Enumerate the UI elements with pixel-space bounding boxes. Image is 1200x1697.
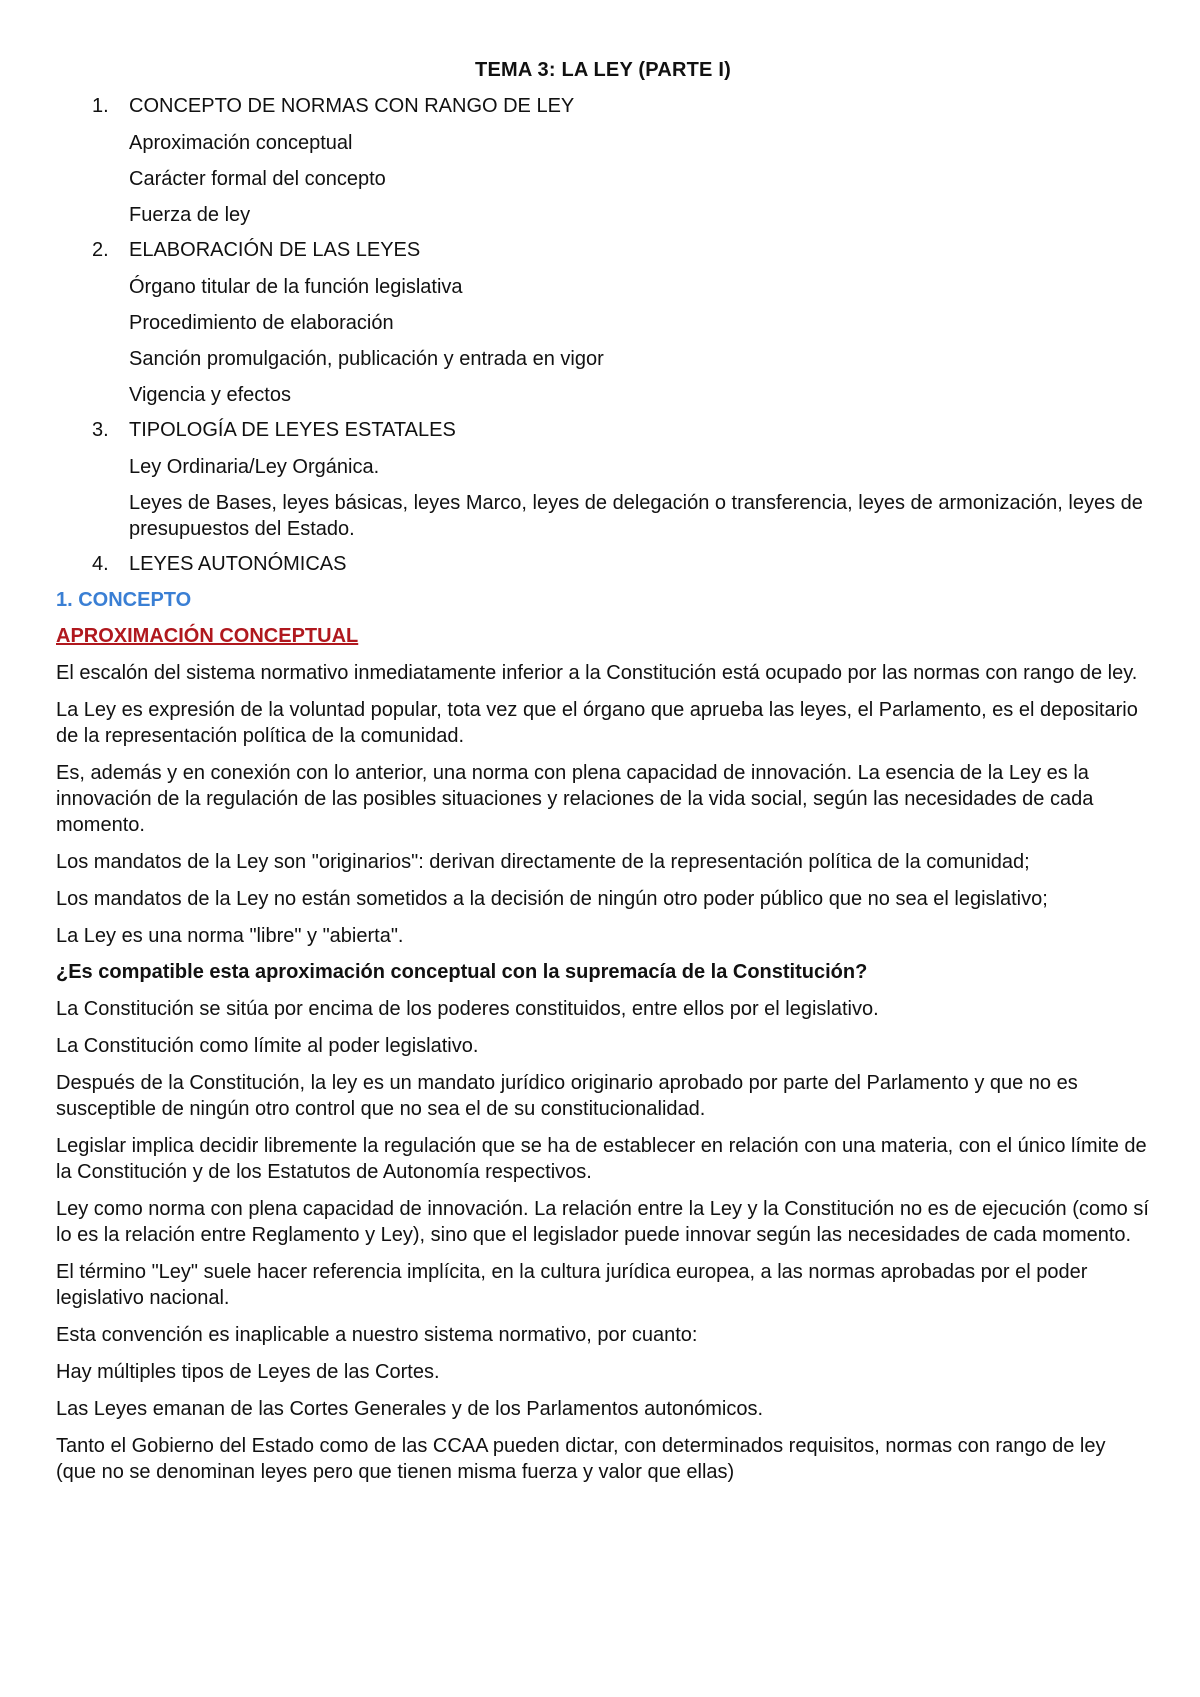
outline-item: Órgano titular de la función legislativa [129,276,463,298]
paragraph: Esta convención es inaplicable a nuestro sistema normativo, por cuanto: [56,1324,698,1346]
table-of-contents [56,94,1150,576]
outline-heading-text: LEYES AUTONÓMICAS [129,553,347,575]
outline-number: 1. [92,95,109,117]
paragraph: Hay múltiples tipos de Leyes de las Cortes. [56,1361,440,1383]
outline-item: Sanción promulgación, publicación y entrada en vigor [129,348,604,370]
paragraph: Las Leyes emanan de las Cortes Generales y de los Parlamentos autonómicos. [56,1398,764,1420]
outline-item: Leyes de Bases, leyes básicas, leyes Marco, leyes de delegación o transferencia, leyes de armonización, leyes de presupuestos del Estado. [129,492,1143,540]
section-heading: 1. CONCEPTO [56,589,192,611]
paragraph: La Ley es expresión de la voluntad popular, tota vez que el órgano que aprueba las leyes, el Parlamento, es el depositario de la representación política de la comunidad. [56,699,1138,747]
outline-item: Carácter formal del concepto [129,168,386,190]
outline-heading-text: ELABORACIÓN DE LAS LEYES [129,239,421,261]
outline-item: Aproximación conceptual [129,132,353,154]
paragraph: Después de la Constitución, la ley es un mandato jurídico originario aprobado por parte del Parlamento y que no es susceptible de ningún otro control que no sea el de su constitucionalidad. [56,1072,1078,1120]
paragraph: El término "Ley" suele hacer referencia implícita, en la cultura jurídica europea, a las normas aprobadas por el poder legislativo nacional. [56,1261,1088,1309]
paragraph: La Constitución como límite al poder legislativo. [56,1035,479,1057]
outline-item: Vigencia y efectos [129,384,291,406]
subsection-heading: APROXIMACIÓN CONCEPTUAL [56,625,359,647]
paragraph: Legislar implica decidir libremente la regulación que se ha de establecer en relación con una materia, con el único límite de la Constitución y de los Estatutos de Autonomía respectivos. [56,1135,1147,1183]
outline-number: 2. [92,239,109,261]
paragraph: La Constitución se sitúa por encima de los poderes constituidos, entre ellos por el legislativo. [56,998,879,1020]
paragraph: Es, además y en conexión con lo anterior, una norma con plena capacidad de innovación. La esencia de la Ley es la innovación de la regulación de las posibles situaciones y relaciones de la vida social, según las necesidades de cada momento. [56,762,1094,836]
outline-heading-text: CONCEPTO DE NORMAS CON RANGO DE LEY [129,95,575,117]
paragraph: Los mandatos de la Ley no están sometidos a la decisión de ningún otro poder público que no sea el legislativo; [56,888,1048,910]
outline-heading-4 [56,552,1150,576]
outline-number: 4. [92,553,109,575]
paragraph: Tanto el Gobierno del Estado como de las CCAA pueden dictar, con determinados requisitos, normas con rango de ley (que no se denominan leyes pero que tienen misma fuerza y valor que ellas) [56,1435,1106,1483]
outline-item: Procedimiento de elaboración [129,312,394,334]
question-heading: ¿Es compatible esta aproximación conceptual con la supremacía de la Constitución? [56,961,868,983]
paragraph: Ley como norma con plena capacidad de innovación. La relación entre la Ley y la Constitución no es de ejecución (como sí lo es la relación entre Reglamento y Ley), sino que el legislador puede innovar según las necesidades de cada momento. [56,1198,1149,1246]
paragraph: El escalón del sistema normativo inmediatamente inferior a la Constitución está ocupado por las normas con rango de ley. [56,662,1138,684]
outline-heading-3 [56,418,1150,442]
document-title: TEMA 3: LA LEY (PARTE I) [475,59,731,81]
outline-heading-2 [56,238,1150,262]
outline-heading-1 [56,94,1150,118]
outline-number: 3. [92,419,109,441]
paragraph: La Ley es una norma "libre" y "abierta". [56,925,404,947]
paragraph: Los mandatos de la Ley son "originarios": derivan directamente de la representación política de la comunidad; [56,851,1030,873]
outline-item: Fuerza de ley [129,204,251,226]
outline-item: Ley Ordinaria/Ley Orgánica. [129,456,380,478]
outline-heading-text: TIPOLOGÍA DE LEYES ESTATALES [129,419,456,441]
